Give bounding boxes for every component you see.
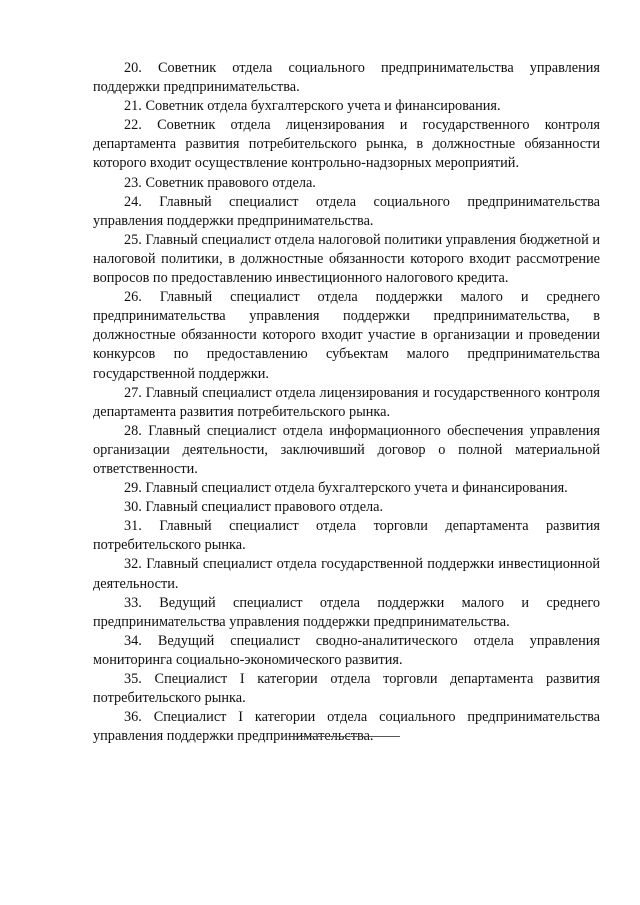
list-item-25: 25. Главный специалист отдела налоговой политики управления бюджетной и налоговой политики, в должностные обязанности которого входит рассмотрение вопросов по предоставлению инвестиционного налогового кредита. [93, 231, 600, 287]
list-item-23: 23. Советник правового отдела. [124, 174, 316, 191]
end-of-document-divider [288, 736, 400, 737]
list-item-30: 30. Главный специалист правового отдела. [124, 499, 384, 516]
list-item-20: 20. Советник отдела социального предпринимательства управления поддержки предпринимательства. [93, 60, 600, 96]
list-item-27: 27. Главный специалист отдела лицензирования и государственного контроля департамента развития потребительского рынка. [93, 384, 600, 420]
document-body [93, 59, 600, 746]
list-item-31: 31. Главный специалист отдела торговли департамента развития потребительского рынка. [93, 518, 600, 554]
list-item-34: 34. Ведущий специалист сводно-аналитического отдела управления мониторинга социально-экономического развития. [93, 632, 600, 668]
list-item-24: 24. Главный специалист отдела социального предпринимательства управления поддержки предпринимательства. [93, 193, 600, 229]
list-item-35: 35. Специалист I категории отдела торговли департамента развития потребительского рынка. [93, 671, 600, 707]
list-item-26: 26. Главный специалист отдела поддержки малого и среднего предпринимательства управления поддержки предпринимательства, в должностные обязанности которого входит участие в организации и проведении конкурсов по предоставлению субъектам малого предпринимательства государственной поддержки. [93, 289, 600, 382]
list-item-21: 21. Советник отдела бухгалтерского учета и финансирования. [124, 98, 501, 115]
list-item-33: 33. Ведущий специалист отдела поддержки малого и среднего предпринимательства управления поддержки предпринимательства. [93, 594, 600, 630]
list-item-36: 36. Специалист I категории отдела социального предпринимательства управления поддержки предпринимательства. [93, 709, 600, 745]
list-item-22: 22. Советник отдела лицензирования и государственного контроля департамента развития потребительского рынка, в должностные обязанности которого входит осуществление контрольно-надзорных мероприятий. [93, 117, 600, 172]
list-item-28: 28. Главный специалист отдела информационного обеспечения управления организации деятельности, заключивший договор о полной материальной ответственности. [93, 422, 600, 477]
list-item-32: 32. Главный специалист отдела государственной поддержки инвестиционной деятельности. [93, 556, 600, 592]
list-item-29: 29. Главный специалист отдела бухгалтерского учета и финансирования. [124, 480, 568, 497]
